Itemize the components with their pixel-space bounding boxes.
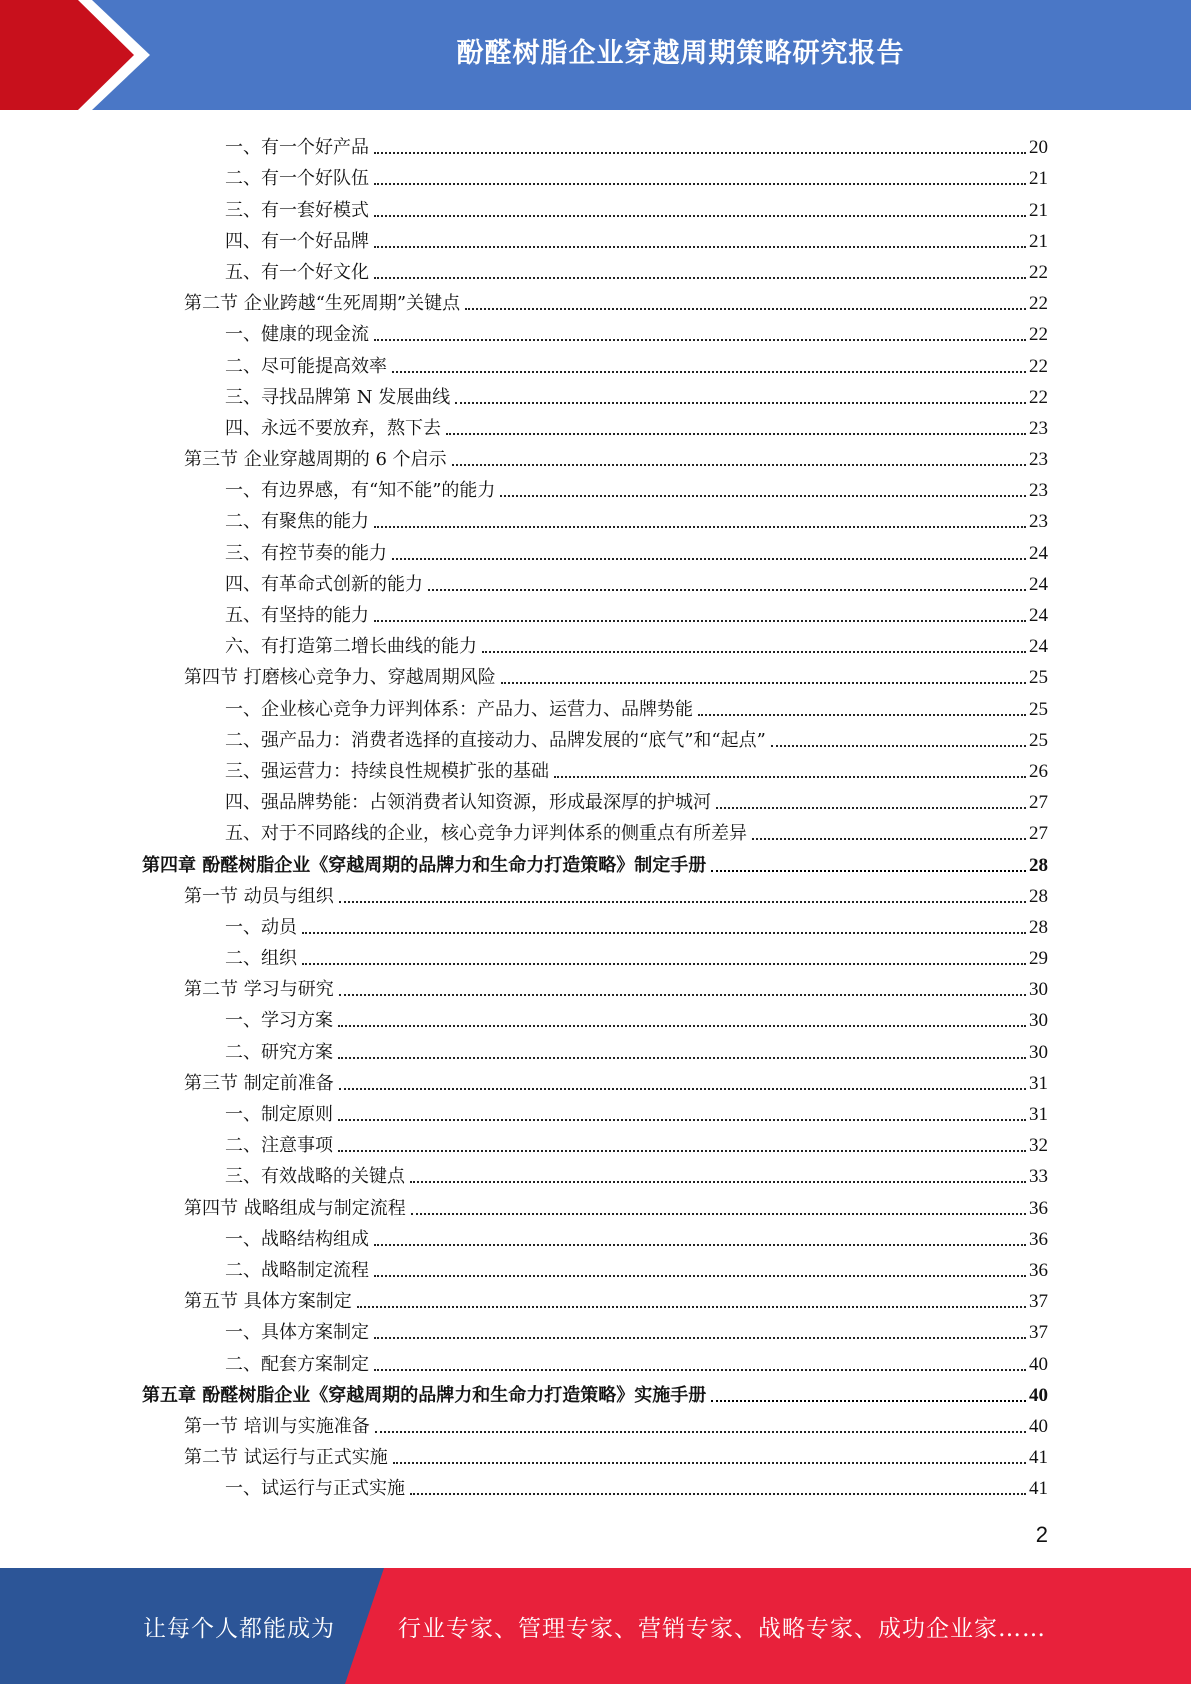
toc-entry-page: 29 bbox=[1029, 948, 1048, 970]
toc-entry bbox=[0, 1010, 1191, 1032]
toc-entry-title: 四、永远不要放弃，熬下去 bbox=[225, 417, 441, 439]
toc-entry-page: 25 bbox=[1029, 667, 1048, 689]
toc-entry bbox=[0, 1291, 1191, 1313]
toc-entry-page: 40 bbox=[1029, 1384, 1048, 1406]
toc-section-row[interactable] bbox=[0, 1407, 1191, 1438]
toc-entry-title: 第三节 企业穿越周期的 6 个启示 bbox=[184, 449, 447, 471]
toc-entry-page: 28 bbox=[1029, 885, 1048, 907]
page-header bbox=[0, 0, 1191, 110]
toc-item-row[interactable] bbox=[0, 471, 1191, 502]
footer-slogan-left: 让每个人都能成为 bbox=[143, 1615, 335, 1642]
toc-dot-leader bbox=[554, 776, 1026, 778]
toc-item-row[interactable] bbox=[0, 346, 1191, 377]
toc-dot-leader bbox=[752, 838, 1026, 840]
toc-entry-title: 一、动员 bbox=[225, 916, 297, 938]
toc-dot-leader bbox=[339, 901, 1026, 903]
toc-entry-page: 27 bbox=[1029, 792, 1048, 814]
toc-entry-page: 20 bbox=[1029, 137, 1048, 159]
toc-dot-leader bbox=[771, 745, 1026, 747]
toc-item-row[interactable] bbox=[0, 159, 1191, 190]
toc-entry bbox=[0, 948, 1191, 970]
toc-entry-title: 四、有革命式创新的能力 bbox=[225, 573, 423, 595]
toc-dot-leader bbox=[374, 277, 1026, 279]
toc-entry-title: 二、强产品力：消费者选择的直接动力、品牌发展的“底气”和“起点” bbox=[225, 729, 766, 751]
toc-entry-page: 23 bbox=[1029, 449, 1048, 471]
toc-item-row[interactable] bbox=[0, 783, 1191, 814]
toc-entry-title: 第二节 企业跨越“生死周期”关键点 bbox=[184, 293, 461, 315]
toc-dot-leader bbox=[338, 1025, 1026, 1027]
toc-dot-leader bbox=[452, 464, 1026, 466]
toc-entry-page: 33 bbox=[1029, 1166, 1048, 1188]
toc-entry bbox=[0, 262, 1191, 284]
toc-entry bbox=[0, 1104, 1191, 1126]
toc-entry bbox=[0, 699, 1191, 721]
toc-section-row[interactable] bbox=[0, 877, 1191, 908]
toc-dot-leader bbox=[392, 371, 1026, 373]
toc-entry-page: 26 bbox=[1029, 760, 1048, 782]
toc-entry bbox=[0, 480, 1191, 502]
toc-dot-leader bbox=[374, 339, 1026, 341]
toc-entry-page: 40 bbox=[1029, 1353, 1048, 1375]
toc-dot-leader bbox=[374, 1244, 1026, 1246]
toc-entry-title: 一、试运行与正式实施 bbox=[225, 1478, 405, 1500]
toc-section-row[interactable] bbox=[0, 1282, 1191, 1313]
toc-entry-page: 30 bbox=[1029, 979, 1048, 1001]
toc-entry-page: 31 bbox=[1029, 1072, 1048, 1094]
toc-section-row[interactable] bbox=[0, 284, 1191, 315]
toc-entry-title: 一、有一个好产品 bbox=[225, 137, 369, 159]
toc-dot-leader bbox=[410, 1493, 1026, 1495]
toc-entry-title: 一、有边界感，有“知不能”的能力 bbox=[225, 480, 496, 502]
toc-dot-leader bbox=[410, 1181, 1026, 1183]
toc-entry-page: 22 bbox=[1029, 324, 1048, 346]
toc-entry bbox=[0, 1385, 1191, 1407]
toc-item-row[interactable] bbox=[0, 1220, 1191, 1251]
toc-entry bbox=[0, 324, 1191, 346]
toc-entry-page: 31 bbox=[1029, 1104, 1048, 1125]
toc-item-row[interactable] bbox=[0, 1032, 1191, 1063]
toc-entry bbox=[0, 543, 1191, 565]
toc-item-row[interactable] bbox=[0, 222, 1191, 253]
toc-entry-title: 第一节 动员与组织 bbox=[184, 885, 334, 907]
toc-dot-leader bbox=[374, 1275, 1026, 1277]
toc-entry bbox=[0, 823, 1191, 845]
toc-dot-leader bbox=[374, 526, 1026, 528]
toc-entry-title: 六、有打造第二增长曲线的能力 bbox=[225, 636, 477, 658]
toc-entry bbox=[0, 1166, 1191, 1188]
toc-dot-leader bbox=[711, 870, 1026, 872]
toc-entry-page: 23 bbox=[1029, 417, 1048, 439]
toc-item-row[interactable] bbox=[0, 565, 1191, 596]
toc-entry-page: 41 bbox=[1029, 1478, 1048, 1500]
toc-entry bbox=[0, 1260, 1191, 1282]
toc-entry-page: 24 bbox=[1029, 605, 1048, 626]
toc-chapter-row[interactable] bbox=[0, 845, 1191, 876]
toc-item-row[interactable] bbox=[0, 409, 1191, 440]
toc-section-row[interactable] bbox=[0, 1064, 1191, 1095]
table-of-contents bbox=[0, 128, 1191, 1500]
toc-entry bbox=[0, 1073, 1191, 1095]
toc-dot-leader bbox=[302, 932, 1026, 934]
toc-entry-page: 25 bbox=[1029, 729, 1048, 751]
toc-entry-page: 23 bbox=[1029, 480, 1048, 502]
toc-entry-page: 41 bbox=[1029, 1447, 1048, 1469]
toc-dot-leader bbox=[428, 589, 1026, 591]
toc-dot-leader bbox=[338, 1150, 1026, 1152]
toc-entry-title: 三、有一套好模式 bbox=[225, 199, 369, 221]
toc-dot-leader bbox=[500, 495, 1026, 497]
toc-entry-page: 24 bbox=[1029, 573, 1048, 595]
toc-item-row[interactable] bbox=[0, 378, 1191, 409]
toc-entry-page: 21 bbox=[1029, 199, 1048, 221]
toc-entry bbox=[0, 1042, 1191, 1064]
toc-entry-title: 二、注意事项 bbox=[225, 1135, 333, 1157]
toc-entry-page: 27 bbox=[1029, 823, 1048, 845]
toc-entry bbox=[0, 730, 1191, 752]
toc-entry-title: 第二节 试运行与正式实施 bbox=[184, 1447, 388, 1469]
toc-entry bbox=[0, 200, 1191, 222]
toc-entry bbox=[0, 886, 1191, 908]
toc-entry-title: 一、具体方案制定 bbox=[225, 1322, 369, 1344]
toc-entry-page: 24 bbox=[1029, 542, 1048, 564]
toc-entry-page: 22 bbox=[1029, 261, 1048, 283]
toc-dot-leader bbox=[711, 1400, 1026, 1402]
toc-entry-title: 一、学习方案 bbox=[225, 1010, 333, 1032]
toc-entry bbox=[0, 1322, 1191, 1344]
page-footer bbox=[0, 1568, 1191, 1684]
toc-entry bbox=[0, 1198, 1191, 1220]
toc-item-row[interactable] bbox=[0, 939, 1191, 970]
toc-item-row[interactable] bbox=[0, 814, 1191, 845]
toc-entry-page: 36 bbox=[1029, 1197, 1048, 1219]
toc-dot-leader bbox=[411, 1213, 1026, 1215]
toc-dot-leader bbox=[716, 807, 1026, 809]
toc-item-row[interactable] bbox=[0, 502, 1191, 533]
toc-item-row[interactable] bbox=[0, 1157, 1191, 1188]
toc-dot-leader bbox=[338, 1119, 1026, 1121]
toc-dot-leader bbox=[338, 1057, 1026, 1059]
toc-dot-leader bbox=[698, 714, 1026, 716]
toc-entry-page: 40 bbox=[1029, 1415, 1048, 1437]
footer-slogan-right: 行业专家、管理专家、营销专家、战略专家、成功企业家…… bbox=[398, 1615, 1046, 1642]
toc-entry-page: 30 bbox=[1029, 1010, 1048, 1032]
toc-entry bbox=[0, 667, 1191, 689]
toc-dot-leader bbox=[374, 1337, 1026, 1339]
toc-item-row[interactable] bbox=[0, 596, 1191, 627]
toc-entry bbox=[0, 1229, 1191, 1251]
toc-entry bbox=[0, 449, 1191, 471]
toc-item-row[interactable] bbox=[0, 253, 1191, 284]
toc-entry-title: 第五章 酚醛树脂企业《穿越周期的品牌力和生命力打造策略》实施手册 bbox=[142, 1384, 707, 1406]
toc-item-row[interactable] bbox=[0, 721, 1191, 752]
toc-item-row[interactable] bbox=[0, 689, 1191, 720]
toc-dot-leader bbox=[339, 994, 1026, 996]
toc-section-row[interactable] bbox=[0, 1188, 1191, 1219]
toc-entry bbox=[0, 387, 1191, 409]
toc-entry bbox=[0, 168, 1191, 190]
toc-entry bbox=[0, 636, 1191, 658]
toc-entry-title: 第四节 打磨核心竞争力、穿越周期风险 bbox=[184, 667, 496, 689]
toc-entry-page: 37 bbox=[1029, 1322, 1048, 1344]
toc-entry-page: 21 bbox=[1029, 168, 1048, 190]
toc-section-row[interactable] bbox=[0, 440, 1191, 471]
toc-entry-page: 28 bbox=[1029, 854, 1048, 876]
toc-entry-page: 22 bbox=[1029, 355, 1048, 377]
toc-entry bbox=[0, 231, 1191, 253]
toc-entry bbox=[0, 855, 1191, 877]
toc-entry-title: 三、寻找品牌第 N 发展曲线 bbox=[225, 386, 451, 408]
toc-entry-title: 一、制定原则 bbox=[225, 1104, 333, 1125]
toc-dot-leader bbox=[357, 1306, 1026, 1308]
toc-item-row[interactable] bbox=[0, 1469, 1191, 1500]
page-number: 2 bbox=[1035, 1522, 1048, 1547]
toc-item-row[interactable] bbox=[0, 752, 1191, 783]
toc-entry-title: 一、健康的现金流 bbox=[225, 324, 369, 346]
toc-entry-title: 第四节 战略组成与制定流程 bbox=[184, 1197, 406, 1219]
toc-entry-page: 25 bbox=[1029, 698, 1048, 720]
toc-dot-leader bbox=[446, 433, 1026, 435]
toc-entry bbox=[0, 979, 1191, 1001]
toc-chapter-row[interactable] bbox=[0, 1376, 1191, 1407]
toc-dot-leader bbox=[501, 682, 1026, 684]
toc-entry-title: 一、企业核心竞争力评判体系：产品力、运营力、品牌势能 bbox=[225, 698, 693, 720]
toc-dot-leader bbox=[302, 963, 1026, 965]
toc-entry-page: 32 bbox=[1029, 1135, 1048, 1157]
toc-entry-page: 30 bbox=[1029, 1041, 1048, 1063]
toc-entry-title: 二、组织 bbox=[225, 948, 297, 970]
toc-entry-title: 三、有效战略的关键点 bbox=[225, 1166, 405, 1188]
report-title: 酚醛树脂企业穿越周期策略研究报告 bbox=[456, 37, 905, 69]
header-arrow-shape bbox=[0, 0, 142, 110]
toc-entry bbox=[0, 1478, 1191, 1500]
toc-dot-leader bbox=[374, 1369, 1026, 1371]
toc-entry bbox=[0, 1447, 1191, 1469]
toc-entry-title: 第五节 具体方案制定 bbox=[184, 1291, 352, 1313]
toc-entry-page: 22 bbox=[1029, 386, 1048, 408]
toc-entry-page: 21 bbox=[1029, 230, 1048, 252]
toc-section-row[interactable] bbox=[0, 1438, 1191, 1469]
toc-dot-leader bbox=[392, 558, 1026, 560]
toc-item-row[interactable] bbox=[0, 1313, 1191, 1344]
toc-entry-title: 五、有坚持的能力 bbox=[225, 605, 369, 626]
toc-entry-page: 24 bbox=[1029, 636, 1048, 658]
toc-entry-title: 一、战略结构组成 bbox=[225, 1228, 369, 1250]
toc-entry-page: 22 bbox=[1029, 293, 1048, 315]
toc-entry bbox=[0, 418, 1191, 440]
toc-section-row[interactable] bbox=[0, 658, 1191, 689]
toc-item-row[interactable] bbox=[0, 128, 1191, 159]
toc-entry-title: 二、有聚焦的能力 bbox=[225, 511, 369, 533]
toc-entry bbox=[0, 293, 1191, 315]
toc-dot-leader bbox=[455, 402, 1026, 404]
toc-entry-title: 三、强运营力：持续良性规模扩张的基础 bbox=[225, 760, 549, 782]
toc-entry-title: 第二节 学习与研究 bbox=[184, 979, 334, 1001]
toc-item-row[interactable] bbox=[0, 1344, 1191, 1375]
toc-entry-title: 二、研究方案 bbox=[225, 1041, 333, 1063]
toc-dot-leader bbox=[339, 1088, 1026, 1090]
toc-entry-page: 28 bbox=[1029, 916, 1048, 938]
toc-dot-leader bbox=[374, 183, 1026, 185]
toc-entry-title: 四、有一个好品牌 bbox=[225, 230, 369, 252]
toc-entry bbox=[0, 605, 1191, 627]
toc-entry-title: 第四章 酚醛树脂企业《穿越周期的品牌力和生命力打造策略》制定手册 bbox=[142, 854, 707, 876]
toc-item-row[interactable] bbox=[0, 627, 1191, 658]
toc-entry-page: 23 bbox=[1029, 511, 1048, 533]
toc-dot-leader bbox=[374, 620, 1026, 622]
toc-entry bbox=[0, 356, 1191, 378]
toc-entry-title: 五、有一个好文化 bbox=[225, 261, 369, 283]
toc-entry-page: 37 bbox=[1029, 1291, 1048, 1313]
toc-entry-title: 二、有一个好队伍 bbox=[225, 168, 369, 190]
toc-entry bbox=[0, 137, 1191, 159]
toc-item-row[interactable] bbox=[0, 1251, 1191, 1282]
toc-entry-page: 36 bbox=[1029, 1228, 1048, 1250]
toc-dot-leader bbox=[375, 1431, 1026, 1433]
toc-entry bbox=[0, 1354, 1191, 1376]
toc-item-row[interactable] bbox=[0, 315, 1191, 346]
toc-entry bbox=[0, 1135, 1191, 1157]
toc-item-row[interactable] bbox=[0, 1126, 1191, 1157]
toc-entry bbox=[0, 792, 1191, 814]
toc-entry bbox=[0, 761, 1191, 783]
toc-dot-leader bbox=[374, 215, 1026, 217]
toc-entry bbox=[0, 574, 1191, 596]
toc-dot-leader bbox=[465, 308, 1026, 310]
toc-dot-leader bbox=[482, 651, 1026, 653]
toc-entry-title: 二、尽可能提高效率 bbox=[225, 355, 387, 377]
toc-item-row[interactable] bbox=[0, 908, 1191, 939]
toc-section-row[interactable] bbox=[0, 970, 1191, 1001]
toc-entry bbox=[0, 511, 1191, 533]
toc-dot-leader bbox=[374, 246, 1026, 248]
toc-dot-leader bbox=[393, 1462, 1026, 1464]
toc-item-row[interactable] bbox=[0, 1001, 1191, 1032]
toc-entry-title: 二、配套方案制定 bbox=[225, 1353, 369, 1375]
toc-entry-title: 第三节 制定前准备 bbox=[184, 1072, 334, 1094]
toc-entry-title: 三、有控节奏的能力 bbox=[225, 542, 387, 564]
toc-entry-page: 36 bbox=[1029, 1259, 1048, 1281]
toc-entry-title: 五、对于不同路线的企业，核心竞争力评判体系的侧重点有所差异 bbox=[225, 823, 747, 845]
toc-item-row[interactable] bbox=[0, 533, 1191, 564]
toc-item-row[interactable] bbox=[0, 1095, 1191, 1126]
toc-dot-leader bbox=[374, 152, 1026, 154]
toc-entry bbox=[0, 1416, 1191, 1438]
toc-item-row[interactable] bbox=[0, 190, 1191, 221]
toc-entry-title: 二、战略制定流程 bbox=[225, 1259, 369, 1281]
toc-entry-title: 四、强品牌势能：占领消费者认知资源，形成最深厚的护城河 bbox=[225, 792, 711, 814]
toc-entry bbox=[0, 917, 1191, 939]
toc-entry-title: 第一节 培训与实施准备 bbox=[184, 1415, 370, 1437]
